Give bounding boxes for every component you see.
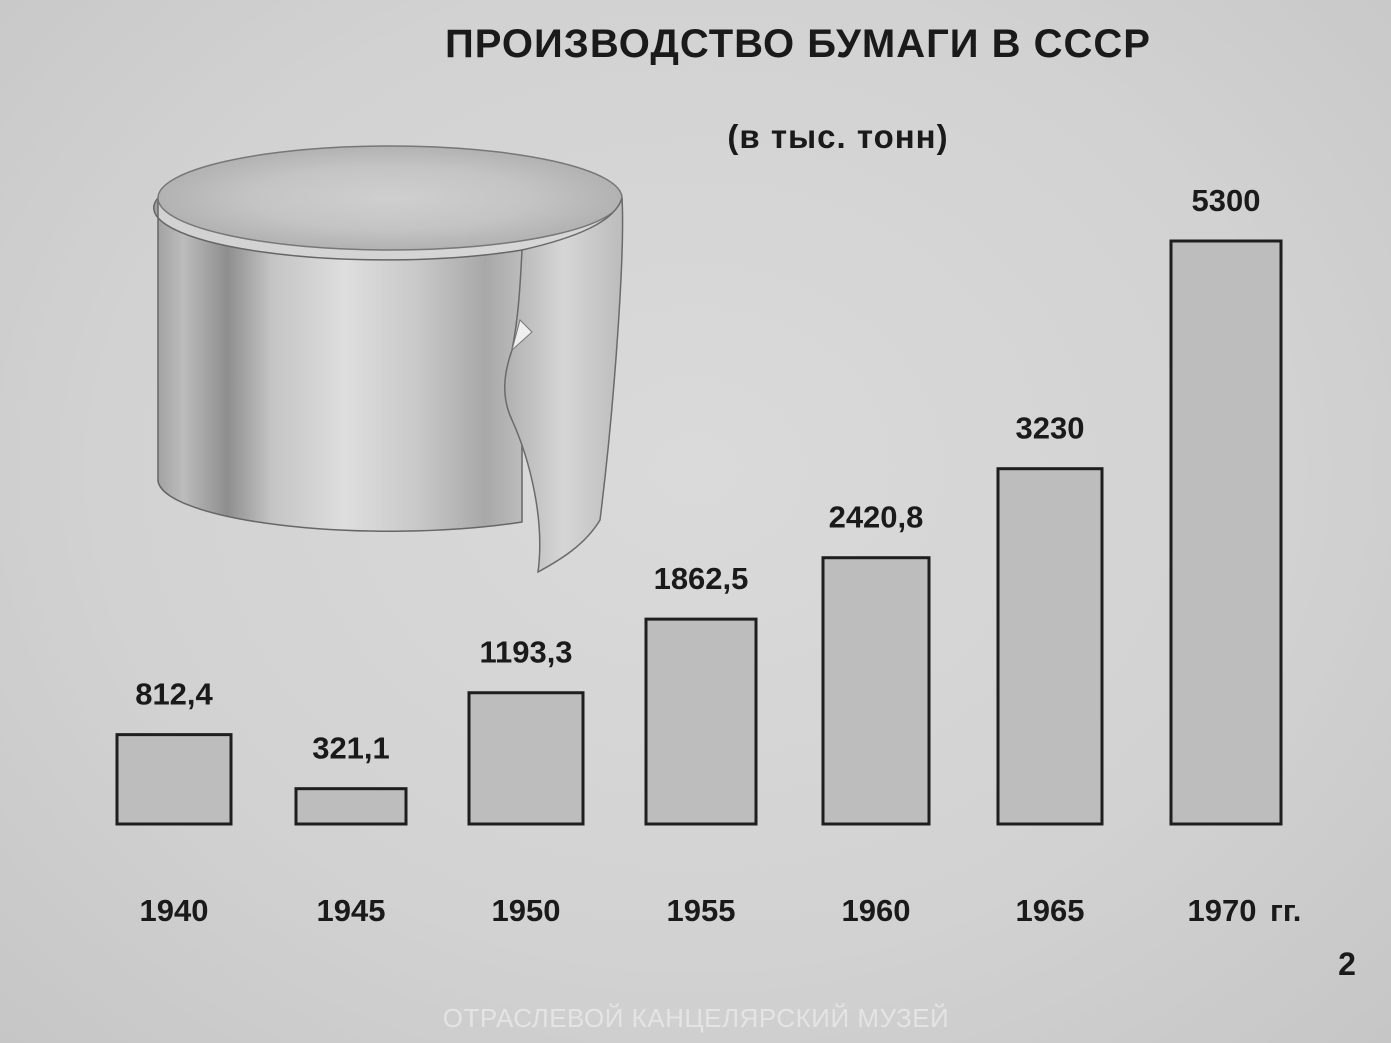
category-label-1955: 1955: [666, 893, 736, 928]
bar-1960: [823, 558, 929, 824]
watermark-text: ОТРАСЛЕВОЙ КАНЦЕЛЯРСКИЙ МУЗЕЙ: [442, 1003, 950, 1033]
value-label-1960: 2420,8: [828, 499, 924, 535]
value-label-1945: 321,1: [312, 730, 390, 766]
value-label-1965: 3230: [1015, 410, 1085, 446]
category-label-1940: 1940: [139, 893, 209, 928]
category-label-1960: 1960: [841, 893, 911, 928]
bar-1970: [1171, 241, 1281, 824]
bar-1940: [117, 735, 231, 824]
category-suffix: гг.: [1270, 893, 1302, 928]
value-label-1950: 1193,3: [479, 634, 573, 670]
category-label-1970: 1970: [1187, 893, 1257, 928]
bar-1955: [646, 619, 756, 824]
bar-1965: [998, 469, 1102, 824]
chart-subtitle: (в тыс. тонн): [727, 118, 949, 155]
slide-number: 2: [1338, 946, 1356, 982]
category-label-1945: 1945: [316, 893, 386, 928]
bar-1945: [296, 789, 406, 824]
chart-title: ПРОИЗВОДСТВО БУМАГИ В СССР: [445, 22, 1151, 66]
value-label-1955: 1862,5: [653, 561, 749, 597]
paper-roll-icon: [154, 146, 623, 572]
value-label-1970: 5300: [1191, 183, 1261, 218]
bar-1950: [469, 693, 583, 824]
value-label-1940: 812,4: [135, 676, 213, 712]
category-label-1965: 1965: [1015, 893, 1085, 928]
category-labels: [140, 893, 1302, 928]
category-label-1950: 1950: [491, 893, 561, 928]
